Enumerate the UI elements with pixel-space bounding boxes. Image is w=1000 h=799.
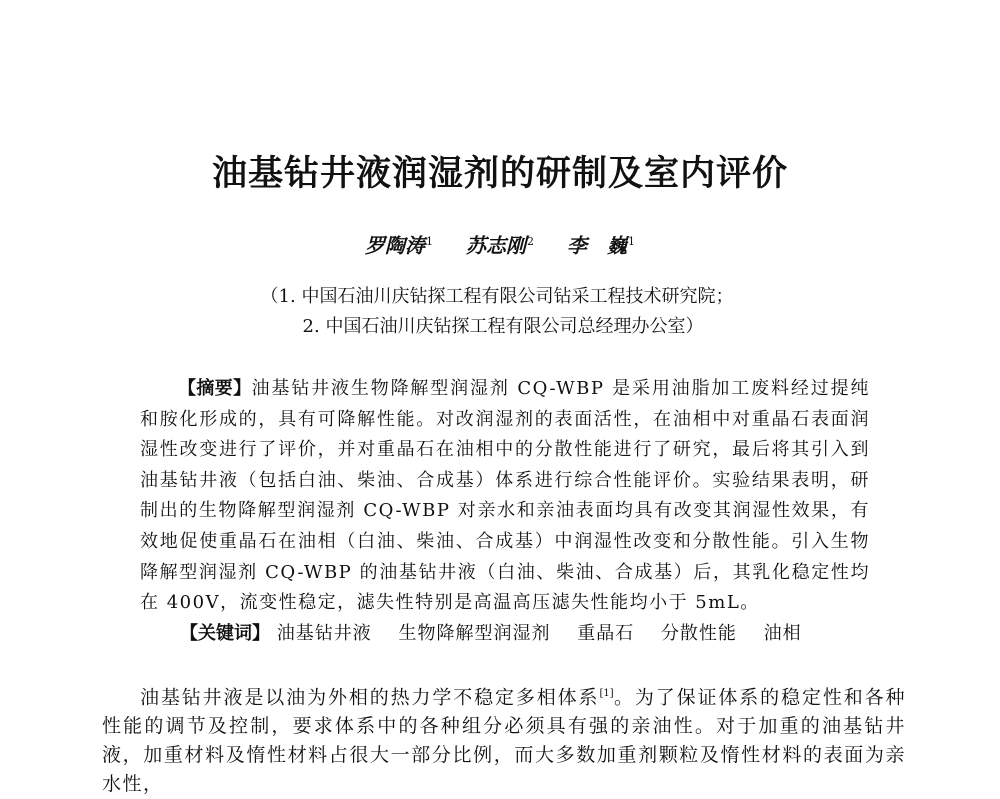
author-name: 李 巍 xyxy=(566,233,627,258)
author xyxy=(466,228,534,260)
citation-ref: [1] xyxy=(599,688,614,699)
body-text-start: 油基钻井液是以油为外相的热力学不稳定多相体系 xyxy=(140,686,600,709)
author-name: 苏志刚 xyxy=(466,233,526,258)
abstract-label: 【摘要】 xyxy=(178,378,252,399)
author xyxy=(365,228,433,260)
keywords xyxy=(180,620,900,648)
affiliation-line-1: （1. 中国石油川庆钻探工程有限公司钻采工程技术研究院； xyxy=(260,286,734,307)
author-name: 罗陶涛 xyxy=(365,233,426,258)
keyword: 油基钻井液 xyxy=(276,623,372,644)
affiliation-mark: 1 xyxy=(627,235,635,248)
author xyxy=(567,228,635,260)
abstract xyxy=(140,374,870,619)
keyword: 生物降解型润湿剂 xyxy=(398,623,551,644)
keywords-label: 【关键词】 xyxy=(180,623,270,644)
keyword: 分散性能 xyxy=(660,623,737,644)
body-paragraph xyxy=(102,679,906,799)
abstract-text: 油基钻井液生物降解型润湿剂 CQ-WBP 是采用油脂加工废料经过提纯和胺化形成的，具有可降解性能。对改润湿剂的表面活性，在油相中对重晶石表面润湿性改变进行了评价，并对重晶石在油相中的分散性能进行了研究，最后将其引入到油基钻井液（包括白油、柴油、合成基）体系进行综合性能评价。实验结果表明，研制出的生物降解型润湿剂 CQ-WBP 对亲水和亲油表面均具有改变其润湿性效果，有效地促使重晶石在油相（白油、柴油、合成基）中润湿性改变和分散性能。引入生物降解型润湿剂 CQ-WBP 的油基钻井液（白油、柴油、合成基）后，其乳化稳定性均在 400V，流变性稳定，滤失性特别是高温高压滤失性能均小于 5mL。 xyxy=(140,378,870,614)
affiliation-mark: 1 xyxy=(426,235,434,248)
affiliation-line-2: 2. 中国石油川庆钻探工程有限公司总经理办公室） xyxy=(302,316,704,337)
body-text-rest: 。为了保证体系的稳定性和各种性能的调节及控制，要求体系中的各种组分必须具有强的亲油性。对于加重的油基钻井液，加重材料及惰性材料占很大一部分比例，而大多数加重剂颗粒及惰性材料的表面为亲水性， xyxy=(102,686,906,796)
keyword: 油相 xyxy=(763,623,802,644)
affiliation-mark: 2 xyxy=(527,235,534,248)
paper-title: 油基钻井液润湿剂的研制及室内评价 xyxy=(211,154,788,194)
keyword: 重晶石 xyxy=(577,623,635,644)
author-list xyxy=(0,228,1000,260)
